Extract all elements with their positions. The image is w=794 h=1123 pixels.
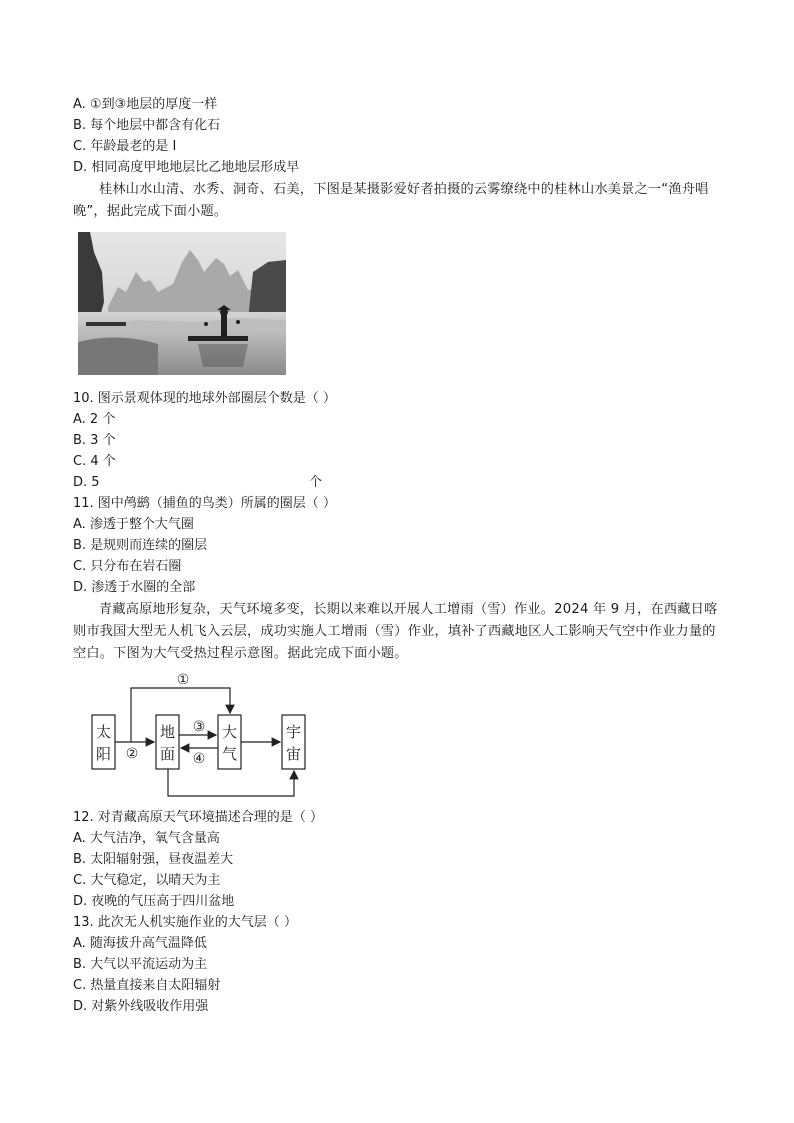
q10-stem: 10. 图示景观体现的地球外部圈层个数是（ ）: [73, 391, 336, 406]
q13-option-a: A. 随海拔升高气温降低: [73, 936, 207, 951]
q10-option-d-unit: 个: [309, 475, 323, 490]
q11-option-b: B. 是规则而连续的圈层: [73, 538, 208, 553]
q9-option-d: D. 相同高度甲地地层比乙地地层形成早: [73, 160, 300, 175]
ground-label-1: 地: [159, 723, 176, 741]
marker-3: ③: [192, 719, 206, 735]
q9-option-b: B. 每个地层中都含有化石: [73, 118, 221, 133]
q11-option-c: C. 只分布在岩石圈: [73, 559, 182, 574]
q10-option-b: B. 3 个: [73, 433, 116, 448]
space-label-1: 宇: [285, 723, 302, 741]
ground-label-2: 面: [159, 745, 176, 763]
atmosphere-label-1: 大: [221, 723, 238, 741]
q9-option-a: A. ①到③地层的厚度一样: [73, 97, 218, 112]
q12-option-a: A. 大气洁净，氧气含量高: [73, 831, 220, 846]
atmosphere-heating-diagram: [88, 668, 313, 803]
q13-option-b: B. 大气以平流运动为主: [73, 957, 208, 972]
marker-4: ④: [192, 751, 206, 767]
q11-option-a: A. 渗透于整个大气圈: [73, 517, 194, 532]
q12-option-b: B. 太阳辐射强，昼夜温差大: [73, 852, 234, 867]
guilin-landscape-photo: [78, 232, 286, 375]
q10-option-d: D. 5: [73, 475, 100, 490]
q11-stem: 11. 图中鸬鹚（捕鱼的鸟类）所属的圈层（ ）: [73, 496, 336, 511]
q12-option-d: D. 夜晚的气压高于四川盆地: [73, 894, 235, 909]
arrow-1: [131, 688, 230, 742]
q10-option-c: C. 4 个: [73, 454, 116, 469]
q13-stem: 13. 此次无人机实施作业的大气层（ ）: [73, 915, 297, 930]
arrow-ground-space: [168, 769, 294, 796]
q11-option-d: D. 渗透于水圈的全部: [73, 580, 196, 595]
q10-option-a: A. 2 个: [73, 412, 116, 427]
atmosphere-label-2: 气: [221, 745, 238, 763]
sun-label-1: 太: [95, 723, 112, 741]
marker-2: ②: [125, 746, 139, 762]
marker-1: ①: [176, 672, 190, 688]
sun-label-2: 阳: [95, 745, 112, 763]
q12-option-c: C. 大气稳定，以晴天为主: [73, 873, 221, 888]
space-label-2: 宙: [285, 745, 302, 763]
q13-option-c: C. 热量直接来自太阳辐射: [73, 978, 221, 993]
q12-stem: 12. 对青藏高原天气环境描述合理的是（ ）: [73, 810, 323, 825]
q13-option-d: D. 对紫外线吸收作用强: [73, 999, 209, 1014]
passage-tibet: 青藏高原地形复杂，天气环境多变，长期以来难以开展人工增雨（雪）作业。2024 年 9 月，在西藏日喀则市我国大型无人机飞入云层，成功实施人工增雨（雪）作业，填补了西藏地区人工影响天气空中作业力量的空白。下图为大气受热过程示意图。据此完成下面小题。: [73, 602, 718, 661]
passage-guilin: 桂林山水山清、水秀、洞奇、石美，下图是某摄影爱好者拍摄的云雾缭绕中的桂林山水美景之一“渔舟唱晚”，据此完成下面小题。: [73, 182, 709, 219]
q9-option-c: C. 年龄最老的是 I: [73, 139, 177, 154]
